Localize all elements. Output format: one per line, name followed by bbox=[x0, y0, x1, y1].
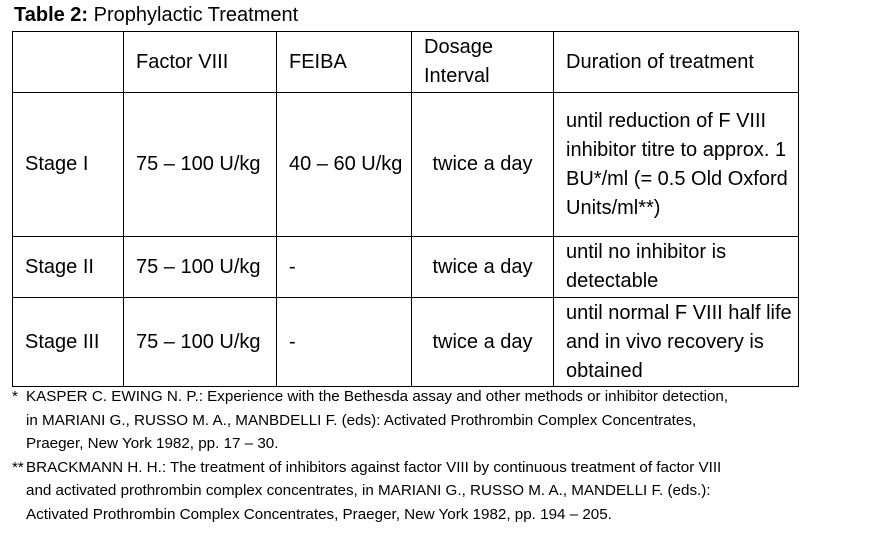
stage-cell: Stage III bbox=[13, 298, 124, 387]
table-title-text: Prophylactic Treatment bbox=[93, 4, 299, 26]
factor-viii-cell: 75 – 100 U/kg bbox=[124, 237, 277, 298]
interval-cell: twice a day bbox=[412, 298, 554, 387]
interval-cell: twice a day bbox=[412, 237, 554, 298]
header-cell-factor-viii: Factor VIII bbox=[124, 32, 277, 93]
footnote-text: BRACKMANN H. H.: The treatment of inhibitors against factor VIII by continuous treatment of factor VIII and activated prothrombin complex concentrates, in MARIANI G., RUSSO M. A., MANDELLI F. (eds.): Activated Prothrombin Complex Concentrates, Praeger, New York 1982, pp. 194 – 205. bbox=[26, 458, 722, 523]
header-row bbox=[13, 32, 799, 93]
stage-cell: Stage II bbox=[13, 237, 124, 298]
prophylactic-treatment-table bbox=[12, 31, 799, 387]
duration-cell: until reduction of F VIII inhibitor titre to approx. 1 BU*/ml (= 0.5 Old Oxford Units/ml**) bbox=[554, 93, 799, 237]
feiba-cell: 40 – 60 U/kg bbox=[277, 93, 412, 237]
footnote-text: KASPER C. EWING N. P.: Experience with the Bethesda assay and other methods or inhibitor detection, in MARIANI G., RUSSO M. A., MANBDELLI F. (eds): Activated Prothrombin Complex Concentrates, Praeger, New York 1982, pp. 17 – 30. bbox=[26, 388, 729, 452]
footnote bbox=[12, 385, 867, 456]
table-title bbox=[14, 3, 298, 27]
duration-cell: until no inhibitor is detectable bbox=[554, 237, 799, 298]
duration-cell: until normal F VIII half life and in vivo recovery is obtained bbox=[554, 298, 799, 387]
factor-viii-cell: 75 – 100 U/kg bbox=[124, 93, 277, 237]
table-row bbox=[13, 298, 799, 387]
stage-cell: Stage I bbox=[13, 93, 124, 237]
table-title-label: Table 2: bbox=[14, 4, 89, 26]
header-cell-empty bbox=[13, 32, 124, 93]
header-cell-duration: Duration of treatment bbox=[554, 32, 799, 93]
table-row bbox=[13, 93, 799, 237]
footnote-marker: * bbox=[12, 388, 18, 405]
feiba-cell: - bbox=[277, 298, 412, 387]
footnote bbox=[12, 456, 867, 527]
interval-cell: twice a day bbox=[412, 93, 554, 237]
factor-viii-cell: 75 – 100 U/kg bbox=[124, 298, 277, 387]
header-cell-dosage-interval: Dosage Interval bbox=[412, 32, 554, 93]
table-row bbox=[13, 237, 799, 298]
footnote-marker: ** bbox=[12, 458, 24, 476]
footnotes bbox=[12, 385, 867, 526]
feiba-cell: - bbox=[277, 237, 412, 298]
header-cell-feiba: FEIBA bbox=[277, 32, 412, 93]
